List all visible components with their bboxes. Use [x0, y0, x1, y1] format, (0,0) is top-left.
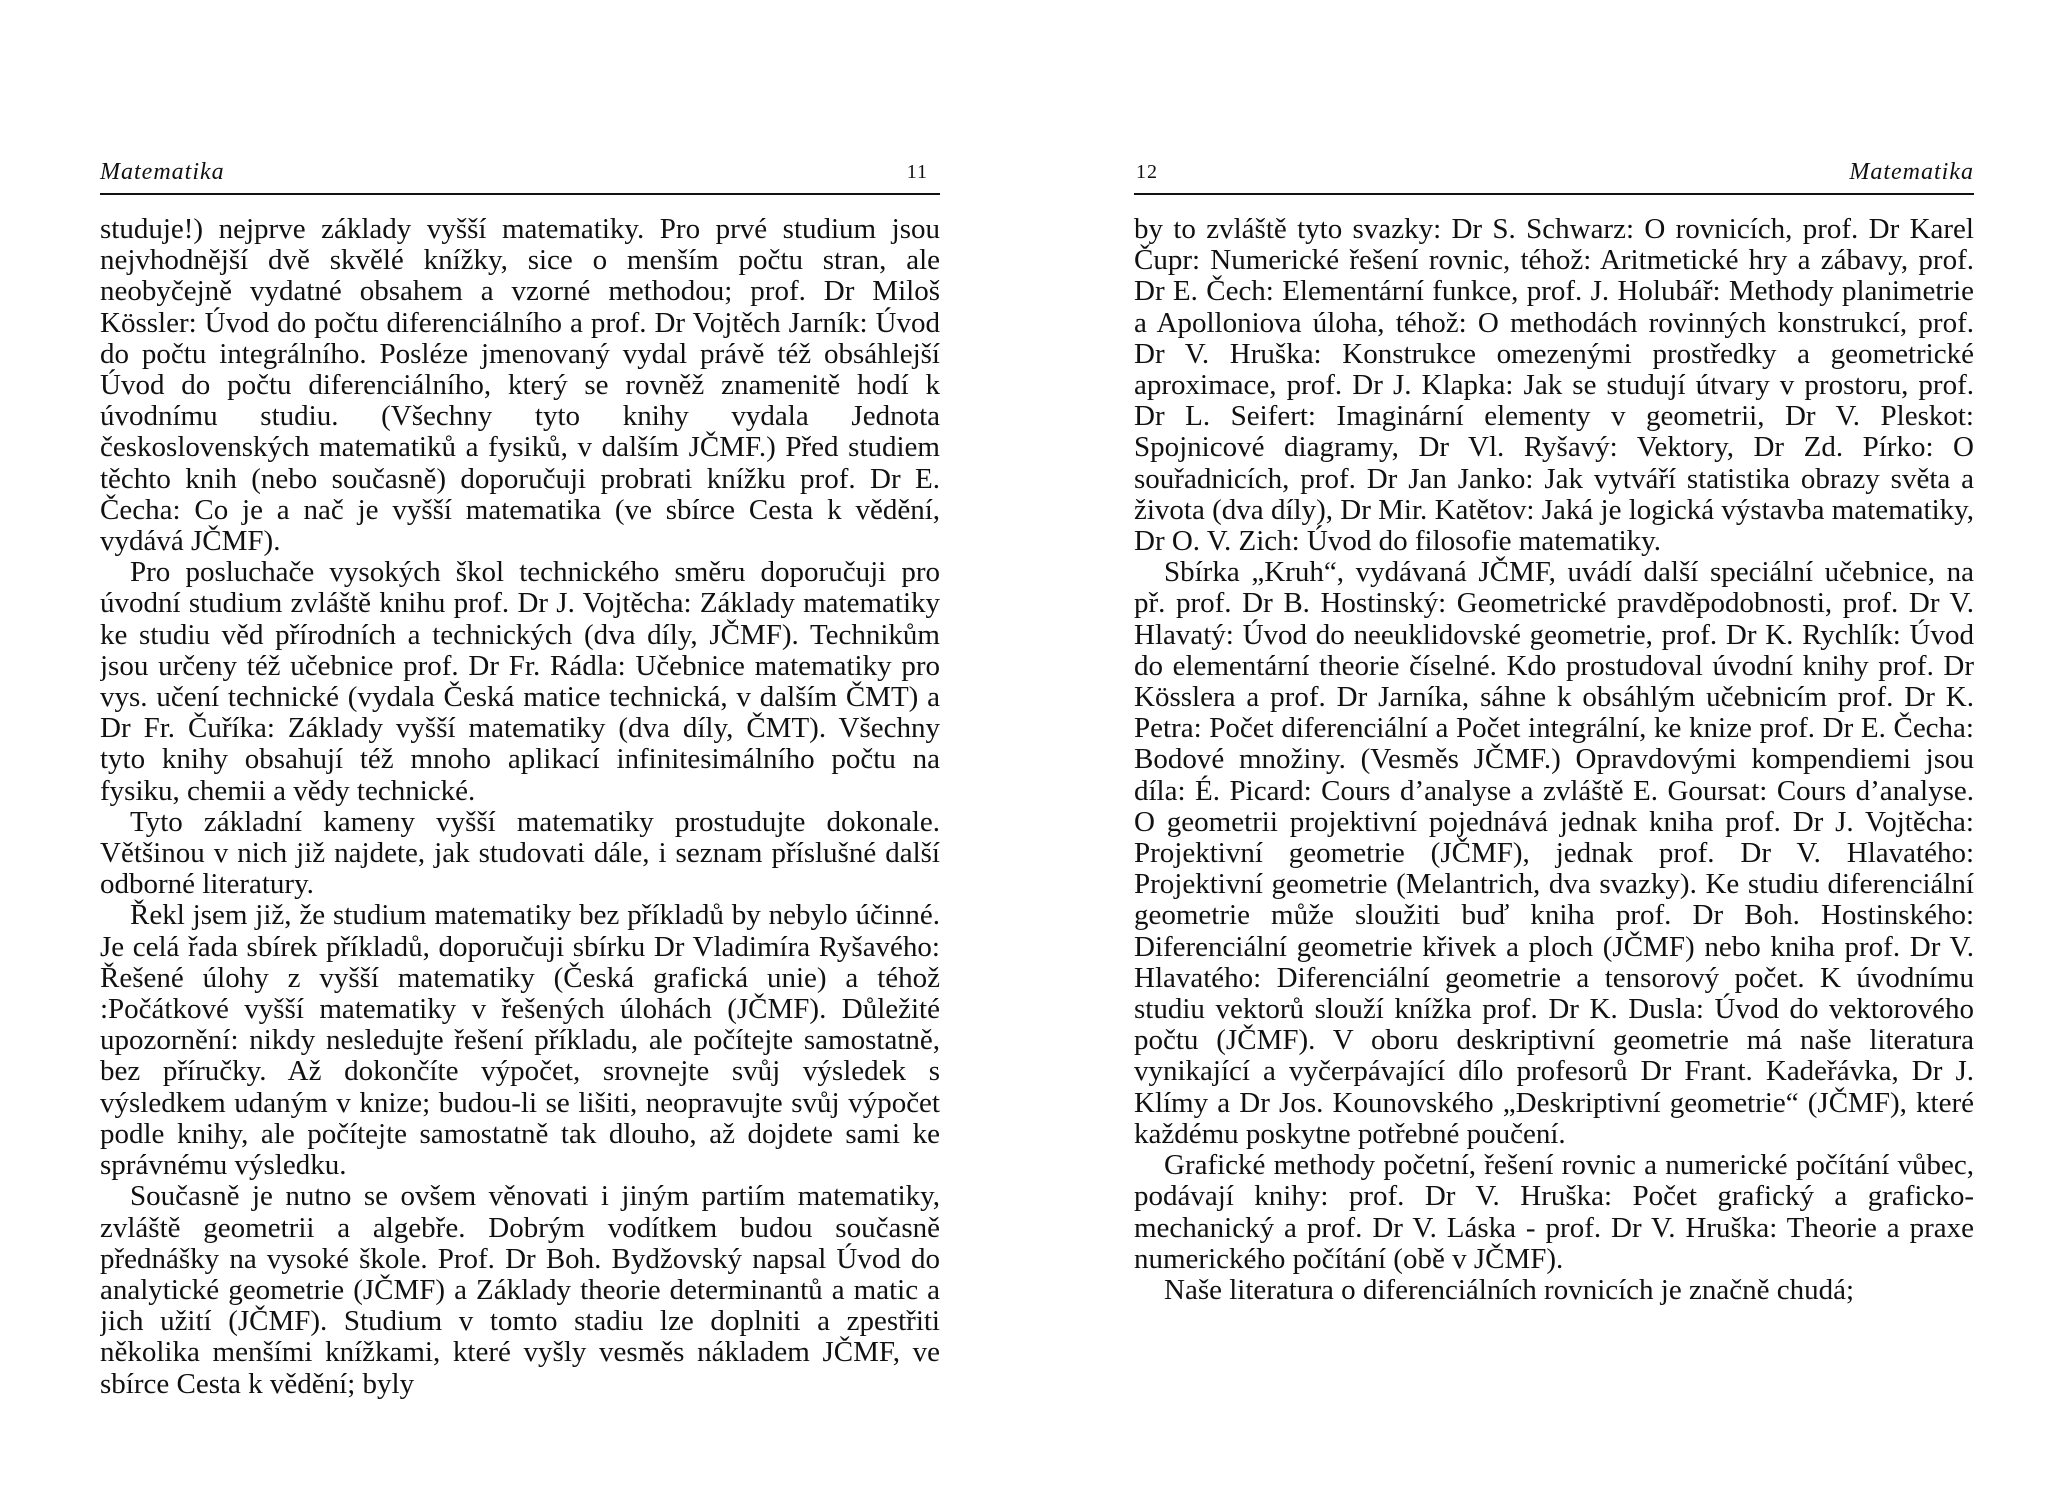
paragraph: Naše literatura o diferenciálních rovnicích je značně chudá;: [1164, 1273, 1855, 1306]
paragraph: Sbírka „Kruh“, vydávaná JČMF, uvádí další speciální učebnice, na př. prof. Dr B. Hostinský: Geometrické pravděpodobnosti, prof. Dr V. Hlavatý: Úvod do neeuklidovské geometrie, prof. Dr K. Rychlík: Úvod do elementární theorie číselné. Kdo prostudoval úvodní knihy prof. Dr Kösslera a prof. Dr Jarníka, sáhne k obsáhlým učebnicím prof. Dr K. Petra: Počet diferenciální a Počet integrální, ke knize prof. Dr E. Čecha: Bodové množiny. (Vesměs JČMF.) Opravdovými kompendiemi jsou díla: É. Picard: Cours d’analyse a zvláště E. Goursat: Cours d’analyse. O geometrii projektivní pojednává jednak kniha prof. Dr J. Vojtěcha: Projektivní geometrie (JČMF), jednak prof. Dr V. Hlavatého: Projektivní geometrie (Melantrich, dva svazky). Ke studiu diferenciální geometrie může sloužiti buď kniha prof. Dr Boh. Hostinského: Diferenciální geometrie křivek a ploch (JČMF) nebo kniha prof. Dr V. Hlavatého: Diferenciální geometrie a tensorový počet. K úvodnímu studiu vektorů slouží knížka prof. Dr K. Dusla: Úvod do vektorového počtu (JČMF). V oboru deskriptivní geometrie má naše literatura vynikající a vyčerpávající dílo profesorů Dr Frant. Kadeřávka, Dr J. Klímy a Dr Jos. Kounovského „Deskriptivní geometrie“ (JČMF), které každému poskytne potřebné poučení.: [1134, 556, 1974, 1150]
page-number: 12: [1136, 161, 1158, 183]
header-title: Matematika: [1849, 159, 1974, 185]
paragraph: by to zvláště tyto svazky: Dr S. Schwarz: O rovnicích, prof. Dr Karel Čupr: Numerické řešení rovnic, téhož: Aritmetické hry a zábavy, prof. Dr E. Čech: Elementární funkce, prof. J. Holubář: Methody planimetrie a Apolloniova úloha, téhož: O methodách rovinných konstrukcí, prof. Dr V. Hruška: Konstrukce omezenými prostředky a geometrické aproximace, prof. Dr J. Klapka: Jak se studují útvary v prostoru, prof. Dr L. Seifert: Imaginární elementy v geometrii, Dr V. Pleskot: Spojnicové diagramy, Dr Vl. Ryšavý: Vektory, Dr Zd. Pírko: O souřadnicích, prof. Dr Jan Janko: Jak vytváří statistika obrazy světa a života (dva díly), Dr Mir. Katětov: Jaká je logická výstavba matematiky, Dr O. V. Zich: Úvod do filosofie matematiky.: [1134, 214, 1974, 558]
running-header: [100, 155, 940, 195]
paragraph: Grafické methody početní, řešení rovnic a numerické počítání vůbec, podávají knihy: prof. Dr V. Hruška: Počet grafický a graficko-mechanický a prof. Dr V. Láska - prof. Dr V. Hruška: Theorie a praxe numerického počítání (obě v JČMF).: [1134, 1149, 1974, 1275]
paragraph: Pro posluchače vysokých škol technického směru doporučuji pro úvodní studium zvláště knihu prof. Dr J. Vojtěcha: Základy matematiky ke studiu věd přírodních a technických (dva díly, JČMF). Technikům jsou určeny též učebnice prof. Dr Fr. Rádla: Učebnice matematiky pro vys. učení technické (vydala Česká matice technická, v dalším ČMT) a Dr Fr. Čuříka: Základy vyšší matematiky (dva díly, ČMT). Všechny tyto knihy obsahují též mnoho aplikací infinitesimálního počtu na fysiku, chemii a vědy technické.: [100, 556, 940, 807]
paragraph: Řekl jsem již, že studium matematiky bez příkladů by nebylo účinné. Je celá řada sbírek příkladů, doporučuji sbírku Dr Vladimíra Ryšavého: Řešené úlohy z vyšší matematiky (Česká grafická unie) a téhož :Počátkové vyšší matematiky v řešených úlohách (JČMF). Důležité upozornění: nikdy nesledujte řešení příkladu, ale počítejte samostatně, bez příručky. Až dokončíte výpočet, srovnejte svůj výsledek s výsledkem udaným v knize; budou-li se lišiti, neopravujte svůj výpočet podle knihy, ale počítejte samostatně tak dlouho, až dojdete sami ke správnému výsledku.: [100, 899, 940, 1182]
running-header: [1134, 155, 1974, 195]
paragraph: Současně je nutno se ovšem věnovati i jiným partiím matematiky, zvláště geometrii a algebře. Dobrým vodítkem budou současně přednášky na vysoké škole. Prof. Dr Boh. Bydžovský napsal Úvod do analytické geometrie (JČMF) a Základy theorie determinantů a matic a jich užití (JČMF). Studium v tomto stadiu lze doplniti a zpestřiti několika menšími knížkami, které vyšly vesměs nákladem JČMF, ve sbírce Cesta k vědění; byly: [100, 1180, 940, 1400]
header-title: Matematika: [100, 159, 225, 185]
page-body: [1134, 214, 1974, 1494]
paragraph: Tyto základní kameny vyšší matematiky prostudujte dokonale. Většinou v nich již najdete, jak studovati dále, i seznam příslušné další odborné literatury.: [100, 805, 940, 901]
paragraph: studuje!) nejprve základy vyšší matematiky. Pro prvé studium jsou nejvhodnější dvě skvělé knížky, sice o menším počtu stran, ale neobyčejně vydatné obsahem a vzorné methodou; prof. Dr Miloš Kössler: Úvod do počtu diferenciálního a prof. Dr Vojtěch Jarník: Úvod do počtu integrálního. Posléze jmenovaný vydal právě též obsáhlejší Úvod do počtu diferenciálního, který se rovněž znamenitě hodí k úvodnímu studiu. (Všechny tyto knihy vydala Jednota československých matematiků a fysiků, v dalším JČMF.) Před studiem těchto knih (nebo současně) doporučuji probrati knížku prof. Dr E. Čecha: Co je a nač je vyšší matematika (ve sbírce Cesta k vědění, vydává JČMF).: [100, 214, 940, 558]
page-number: 11: [906, 161, 928, 183]
left-page: [100, 0, 940, 1500]
page-body: [100, 214, 940, 1494]
right-page: [1134, 0, 1974, 1500]
